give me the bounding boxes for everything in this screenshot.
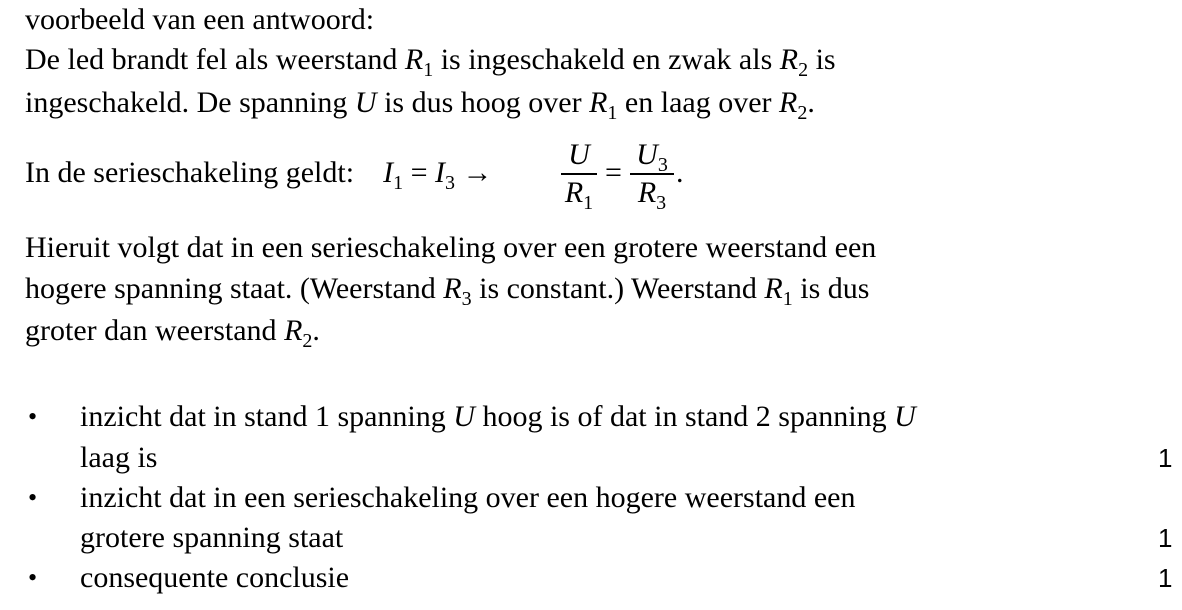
subscript: 2 bbox=[798, 59, 809, 81]
symbol-i: I bbox=[434, 156, 445, 189]
symbol-r: R bbox=[404, 43, 424, 76]
text: De led brandt fel als weerstand bbox=[25, 43, 398, 76]
symbol-r: R bbox=[284, 314, 303, 347]
text: ingeschakeld. De spanning bbox=[25, 86, 348, 119]
bullet-icon: • bbox=[28, 402, 38, 431]
subscript: 3 bbox=[657, 154, 668, 176]
criterion-3-line-1: consequente conclusie bbox=[80, 561, 350, 594]
symbol-r: R bbox=[764, 272, 783, 305]
answer-heading: voorbeeld van een antwoord: bbox=[25, 3, 375, 36]
criterion-2-line-1: inzicht dat in een serieschakeling over een hogere weerstand een bbox=[80, 481, 856, 514]
denominator: R bbox=[637, 176, 657, 209]
text: is dus hoog over bbox=[384, 86, 582, 119]
subscript: 2 bbox=[302, 330, 313, 352]
criterion-2-line-2: grotere spanning staat bbox=[80, 521, 344, 554]
subscript: 1 bbox=[782, 288, 793, 310]
formula-intro: In de serieschakeling geldt: bbox=[25, 156, 355, 189]
text: inzicht dat in stand 1 spanning bbox=[80, 400, 446, 433]
subscript: 2 bbox=[797, 102, 808, 124]
fraction-u3-over-r3 bbox=[630, 137, 674, 214]
paragraph-1-line-1 bbox=[25, 42, 836, 81]
symbol-u: U bbox=[354, 86, 377, 119]
text: . bbox=[312, 314, 320, 347]
bullet-icon: • bbox=[28, 563, 38, 592]
symbol-i: I bbox=[383, 156, 394, 189]
criterion-2-points: 1 bbox=[1158, 523, 1173, 553]
arrow-icon: → bbox=[462, 156, 493, 189]
paragraph-2-line-2 bbox=[25, 271, 870, 310]
fraction-u-over-r1 bbox=[561, 137, 597, 214]
numerator: U bbox=[568, 138, 590, 171]
symbol-r: R bbox=[443, 272, 462, 305]
paragraph-2-line-3 bbox=[25, 313, 320, 352]
period: . bbox=[676, 156, 684, 189]
symbol-r: R bbox=[779, 43, 799, 76]
subscript: 1 bbox=[607, 102, 618, 124]
text: groter dan weerstand bbox=[25, 314, 277, 347]
subscript: 1 bbox=[583, 192, 594, 214]
formula-line bbox=[25, 155, 493, 194]
text: . bbox=[807, 86, 815, 119]
subscript: 3 bbox=[461, 288, 472, 310]
bullet-icon: • bbox=[28, 483, 38, 512]
equals-sign: = bbox=[410, 156, 428, 189]
subscript: 3 bbox=[444, 172, 455, 194]
symbol-u: U bbox=[894, 400, 916, 433]
symbol-u: U bbox=[453, 400, 475, 433]
text: is ingeschakeld en zwak als bbox=[440, 43, 773, 76]
criterion-3-points: 1 bbox=[1158, 563, 1173, 593]
denominator: R bbox=[564, 176, 584, 209]
criterion-1-points: 1 bbox=[1158, 443, 1173, 473]
criterion-1-line-1 bbox=[80, 397, 916, 437]
paragraph-1-line-2 bbox=[25, 85, 815, 124]
text: hogere spanning staat. (Weerstand bbox=[25, 272, 436, 305]
subscript: 3 bbox=[656, 192, 667, 214]
subscript: 1 bbox=[423, 59, 434, 81]
numerator: U bbox=[636, 138, 658, 171]
text: is bbox=[815, 43, 836, 76]
symbol-r: R bbox=[589, 86, 608, 119]
text: is constant.) Weerstand bbox=[479, 272, 757, 305]
equals-sign: = bbox=[605, 156, 622, 189]
subscript: 1 bbox=[393, 172, 404, 194]
text: is dus bbox=[800, 272, 870, 305]
text: hoog is of dat in stand 2 spanning bbox=[482, 400, 887, 433]
text: en laag over bbox=[624, 86, 772, 119]
symbol-r: R bbox=[779, 86, 798, 119]
criterion-1-line-2: laag is bbox=[80, 441, 158, 474]
paragraph-2-line-1: Hieruit volgt dat in een serieschakeling over een grotere weerstand een bbox=[25, 231, 877, 264]
